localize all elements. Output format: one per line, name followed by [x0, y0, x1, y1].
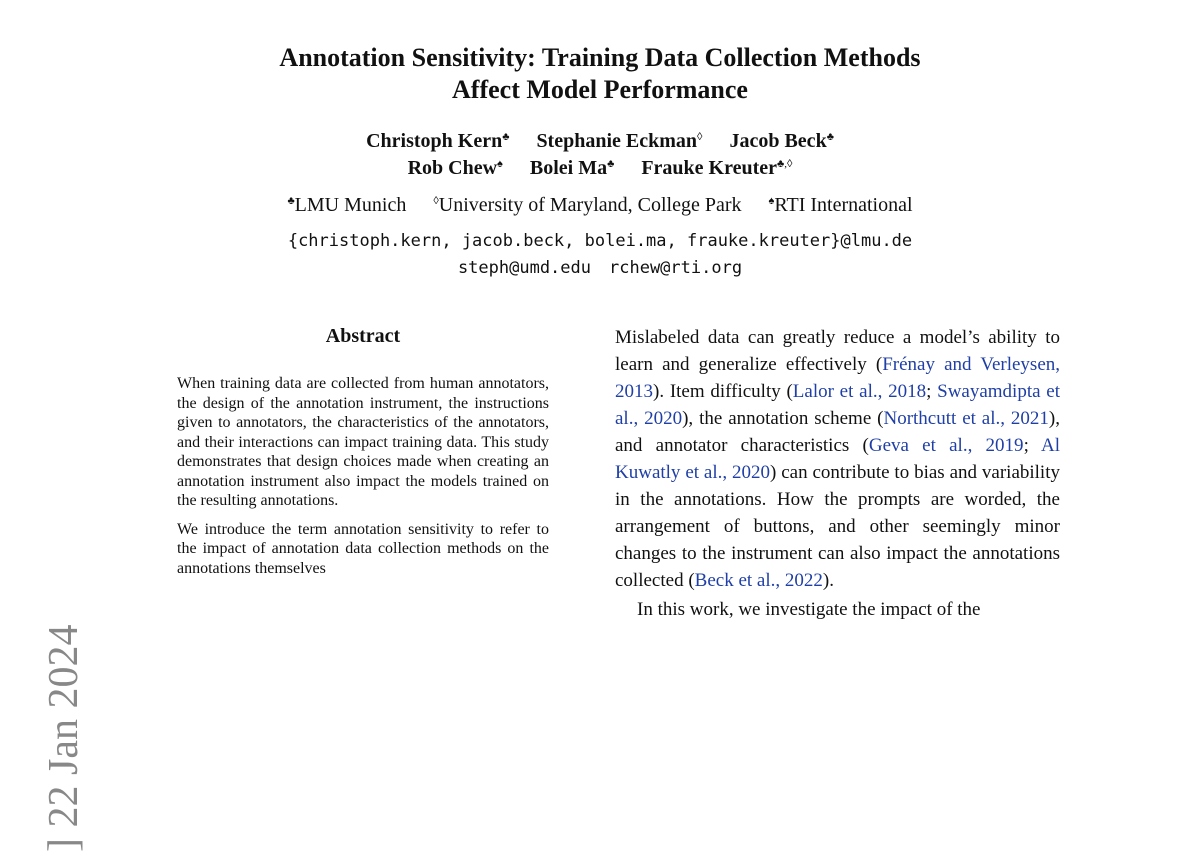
abstract-heading: Abstract — [325, 325, 401, 347]
body-text: ), the annotation scheme ( — [682, 408, 884, 429]
author-affil-mark: ♣ — [826, 131, 834, 143]
body-text: Mislabeled data can greatly reduce a model’s ability to learn and generalize effectively ( — [615, 327, 1060, 375]
citation-link[interactable]: Lalor et al., 2018 — [792, 381, 927, 402]
affiliation-name: LMU Munich — [294, 194, 407, 216]
citation-link[interactable]: Northcutt et al., 2021 — [883, 408, 1049, 429]
author-name: Stephanie Eckman — [536, 130, 698, 152]
affil-mark: ♣ — [287, 195, 295, 207]
citation-link[interactable]: Beck et al., 2022 — [694, 570, 823, 591]
author-name: Jacob Beck — [729, 130, 827, 152]
arxiv-stamp — [28, 400, 87, 852]
author-affil-mark: ♣ — [502, 131, 510, 143]
title-line-1: Annotation Sensitivity: Training Data Collection Methods — [279, 43, 921, 72]
arxiv-stamp-text: ] 22 Jan 2024 — [41, 624, 87, 852]
paper-title — [0, 42, 1200, 106]
email-line-1: {christoph.kern, jacob.beck, bolei.ma, frauke.kreuter}@lmu.de — [287, 231, 913, 251]
email-address: steph@umd.edu — [457, 258, 591, 278]
abstract-paragraph: When training data are collected from human annotators, the design of the annotation instrument, the instructions given to annotators, the characteristics of the annotators, and their interactions can impact training data. This study demonstrates that design choices made when creating an annotation instrument also impact the models trained on the resulting annotations. — [177, 375, 549, 509]
body-text: ), and annotator characteristics ( — [615, 408, 1060, 456]
affil-mark: ♠ — [768, 195, 775, 207]
author-affil-mark: ♠ — [497, 158, 503, 170]
citation-link[interactable]: Geva et al., 2019 — [868, 435, 1024, 456]
author-name: Bolei Ma — [529, 157, 608, 179]
affiliations — [0, 191, 1200, 219]
author-name: Frauke Kreuter — [641, 157, 778, 179]
affiliation-name: University of Maryland, College Park — [438, 194, 742, 216]
author-affil-mark: ◊ — [697, 131, 703, 143]
body-text: ; — [926, 381, 938, 402]
abstract-paragraph: We introduce the term annotation sensitivity to refer to the impact of annotation data collection methods on the annotations themselves — [177, 520, 549, 577]
affiliation-name: RTI International — [774, 194, 913, 216]
author-name: Rob Chew — [407, 157, 498, 179]
citation-link[interactable]: Frénay and Verleysen, 2013 — [615, 354, 1061, 402]
title-line-2: Affect Model Performance — [452, 75, 748, 104]
author-line-1 — [0, 128, 1200, 155]
author-line-2 — [0, 155, 1200, 182]
body-text: ). — [822, 570, 834, 591]
intro-paragraph — [615, 324, 1060, 594]
email-block — [0, 228, 1200, 282]
email-line-2 — [0, 255, 1200, 282]
author-list — [0, 128, 1200, 182]
email-address: rchew@rti.org — [609, 258, 743, 278]
citation-link[interactable]: Al Kuwatly et al., 2020 — [615, 435, 1061, 483]
affil-mark: ◊ — [433, 195, 439, 207]
introduction-column — [615, 324, 1060, 623]
body-text: ) can contribute to bias and variability in the annotations. How the prompts are worded, the arrangement of buttons, and other seemingly minor changes to the instrument can also impact the annotations collected ( — [615, 462, 1060, 591]
author-name: Christoph Kern — [366, 130, 503, 152]
intro-paragraph: In this work, we investigate the impact of the — [637, 599, 981, 620]
body-text: ; — [1023, 435, 1042, 456]
author-affil-mark: ♣,◊ — [777, 158, 793, 170]
citation-link[interactable]: Swayamdipta et al., 2020 — [615, 381, 1060, 429]
body-text: ). Item difficulty ( — [653, 381, 793, 402]
abstract-column — [177, 322, 549, 587]
author-affil-mark: ♣ — [607, 158, 615, 170]
